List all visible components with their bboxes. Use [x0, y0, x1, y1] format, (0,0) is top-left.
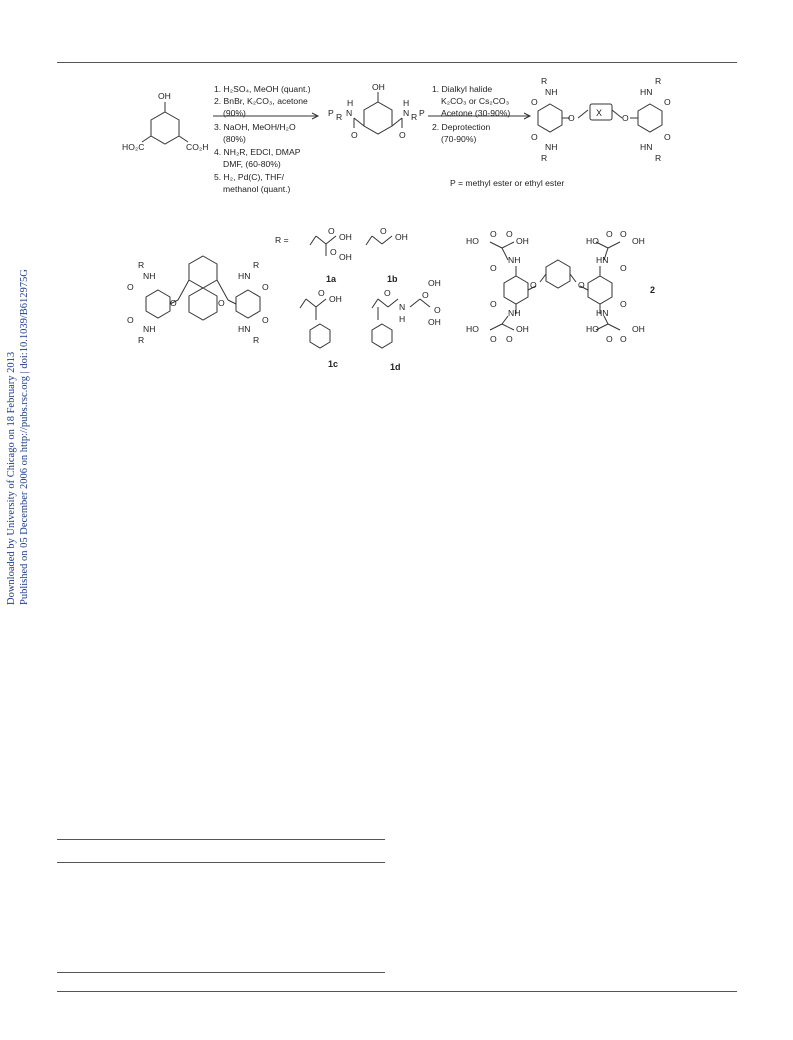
ring-product-right [638, 104, 662, 132]
atom-2-ho-br: HO [586, 324, 599, 334]
cond2-line3: Acetone (30-90%) [441, 108, 511, 118]
atom-start-co2h: CO₂H [186, 142, 209, 152]
cond2-line2: K₂CO₃ or Cs₂CO₃ [441, 96, 510, 106]
ring-start [151, 112, 179, 144]
atom-mid-p-right: P [419, 108, 425, 118]
atom-prod-o-link-l: O [568, 113, 575, 123]
atom-2-o-tl1: O [490, 229, 497, 239]
synthesis-scheme [110, 76, 671, 380]
table-rule-3 [57, 972, 385, 973]
step2-conditions [432, 84, 510, 144]
atom-2-oh-tr: OH [632, 236, 645, 246]
phenyl-1c [310, 324, 330, 348]
atom-prod-o-tl: O [531, 97, 538, 107]
atom-prod-r-bl: R [541, 153, 548, 163]
atom-2-o-bl1: O [490, 334, 497, 344]
atom-2-ho-bl: HO [466, 324, 479, 334]
label-1b: 1b [387, 274, 398, 284]
atom-prod-o-br: O [664, 132, 671, 142]
ring-2-left [504, 276, 528, 304]
cond1-line5: (80%) [223, 134, 246, 144]
atom-anth-r-tl: R [138, 260, 145, 270]
cond1-line6: 4. NH₂R, EDCI, DMAP [214, 147, 301, 157]
atom-2-ho-tl: HO [466, 236, 479, 246]
atom-2-o-br2: O [620, 334, 627, 344]
cond1-line1: 1. H₂SO₄, MeOH (quant.) [214, 84, 311, 94]
atom-anth-o-tl: O [127, 282, 134, 292]
label-1a: 1a [326, 274, 337, 284]
atom-1d-h: H [399, 314, 406, 324]
atom-prod-o-bl: O [531, 132, 538, 142]
atom-anth-o-br: O [262, 315, 269, 325]
atom-anth-nh-bl: NH [143, 324, 156, 334]
cond1-line3: (90%) [223, 108, 246, 118]
atom-mid-h-right: H [403, 98, 410, 108]
atom-2-o-br3: O [620, 299, 627, 309]
atom-anth-nh-tl: NH [143, 271, 156, 281]
atom-2-o-bl2: O [506, 334, 513, 344]
atom-1d-o2: O [422, 290, 429, 300]
cond1-line4: 3. NaOH, MeOH/H₂O [214, 122, 296, 132]
atom-2-hn-br: HN [596, 308, 609, 318]
ring-anth-right [236, 290, 260, 318]
ring-product-left [538, 104, 562, 132]
atom-2-o-tr3: O [620, 263, 627, 273]
atom-mid-oh: OH [372, 82, 385, 92]
atom-2-o-br1: O [606, 334, 613, 344]
atom-prod-hn-tr: HN [640, 87, 653, 97]
phenyl-1d [372, 324, 392, 348]
atom-1d-oh: OH [428, 278, 441, 288]
atom-prod-nh-bl: NH [545, 142, 558, 152]
top-rule [57, 62, 737, 63]
ring-middle [364, 102, 392, 134]
atom-anth-o-mr: O [218, 298, 225, 308]
atom-2-oh-br: OH [632, 324, 645, 334]
atom-2-oh-tl: OH [516, 236, 529, 246]
atom-1d-o3: O [434, 305, 441, 315]
atom-2-nh-bl: NH [508, 308, 521, 318]
atom-anth-hn-tr: HN [238, 271, 251, 281]
atom-2-o-bl3: O [490, 299, 497, 309]
published-line: Published on 05 December 2006 on http://pubs.rsc.org | doi:10.1039/B612975G [19, 269, 30, 605]
atom-2-ho-tr: HO [586, 236, 599, 246]
anthracene-core [189, 256, 217, 288]
atom-anth-hn-br: HN [238, 324, 251, 334]
atom-2-hn-tr: HN [596, 255, 609, 265]
download-notice [5, 269, 31, 605]
atom-anth-o-tr: O [262, 282, 269, 292]
ring-2-right [588, 276, 612, 304]
atom-1b-oh: OH [395, 232, 408, 242]
atom-prod-x: X [596, 108, 603, 118]
r-equals: R = [275, 235, 289, 245]
atom-start-oh: OH [158, 91, 171, 101]
label-1d: 1d [390, 362, 401, 372]
cond1-line2: 2. BnBr, K₂CO₃, acetone [214, 96, 308, 106]
label-1c: 1c [328, 359, 339, 369]
downloaded-line: Downloaded by University of Chicago on 18 February 2013 [6, 351, 17, 605]
atom-1a-o: O [328, 226, 335, 236]
atom-mid-o-right: O [399, 130, 406, 140]
atom-anth-o-bl: O [127, 315, 134, 325]
atom-1b-o: O [380, 226, 387, 236]
p-definition: P = methyl ester or ethyl ester [450, 178, 565, 188]
cond1-line8: 5. H₂, Pd(C), THF/ [214, 172, 285, 182]
atom-prod-r-tr: R [655, 76, 662, 86]
ring-2-center [546, 260, 570, 288]
atom-mid-r-right: R [411, 112, 418, 122]
cond2-line1: 1. Dialkyl halide [432, 84, 493, 94]
atom-mid-n-right: N [403, 108, 410, 118]
atom-anth-o-ml: O [170, 298, 177, 308]
table-rule-1 [57, 839, 385, 840]
atom-prod-hn-br: HN [640, 142, 653, 152]
bottom-rule [57, 991, 737, 992]
atom-2-o-tl3: O [490, 263, 497, 273]
atom-1a-o2: O [330, 247, 337, 257]
atom-mid-n-left: N [346, 108, 353, 118]
atom-mid-o-left: O [351, 130, 358, 140]
atom-mid-p-left: P [328, 108, 334, 118]
atom-1c-oh: OH [329, 294, 342, 304]
atom-mid-h-left: H [347, 98, 354, 108]
atom-start-ho2c: HO₂C [122, 142, 145, 152]
atom-anth-r-br: R [253, 335, 260, 345]
atom-prod-o-link-r: O [622, 113, 629, 123]
atom-1d-o: O [384, 288, 391, 298]
atom-1a-oh2: OH [339, 252, 352, 262]
atom-1d-n: N [399, 302, 406, 312]
table-rule-2 [57, 862, 385, 863]
step1-conditions [214, 84, 311, 194]
atom-mid-r-left: R [336, 112, 343, 122]
atom-2-oh-bl: OH [516, 324, 529, 334]
atom-prod-r-tl: R [541, 76, 548, 86]
atom-prod-nh-tl: NH [545, 87, 558, 97]
atom-prod-o-tr: O [664, 97, 671, 107]
atom-anth-r-tr: R [253, 260, 260, 270]
atom-1c-o: O [318, 288, 325, 298]
atom-1d-oh2: OH [428, 317, 441, 327]
label-2: 2 [650, 285, 656, 295]
atom-2-o-link-r: O [578, 280, 585, 290]
ring-anth-left [146, 290, 170, 318]
atom-1a-oh: OH [339, 232, 352, 242]
atom-2-nh-tl: NH [508, 255, 521, 265]
atom-prod-r-br: R [655, 153, 662, 163]
cond2-line5: (70-90%) [441, 134, 477, 144]
cond1-line9: methanol (quant.) [223, 184, 291, 194]
atom-2-o-tl2: O [506, 229, 513, 239]
atom-2-o-tr2: O [620, 229, 627, 239]
atom-2-o-tr1: O [606, 229, 613, 239]
cond1-line7: DMF, (60-80%) [223, 159, 281, 169]
atom-anth-r-bl: R [138, 335, 145, 345]
cond2-line4: 2. Deprotection [432, 122, 491, 132]
atom-2-o-link-l: O [530, 280, 537, 290]
